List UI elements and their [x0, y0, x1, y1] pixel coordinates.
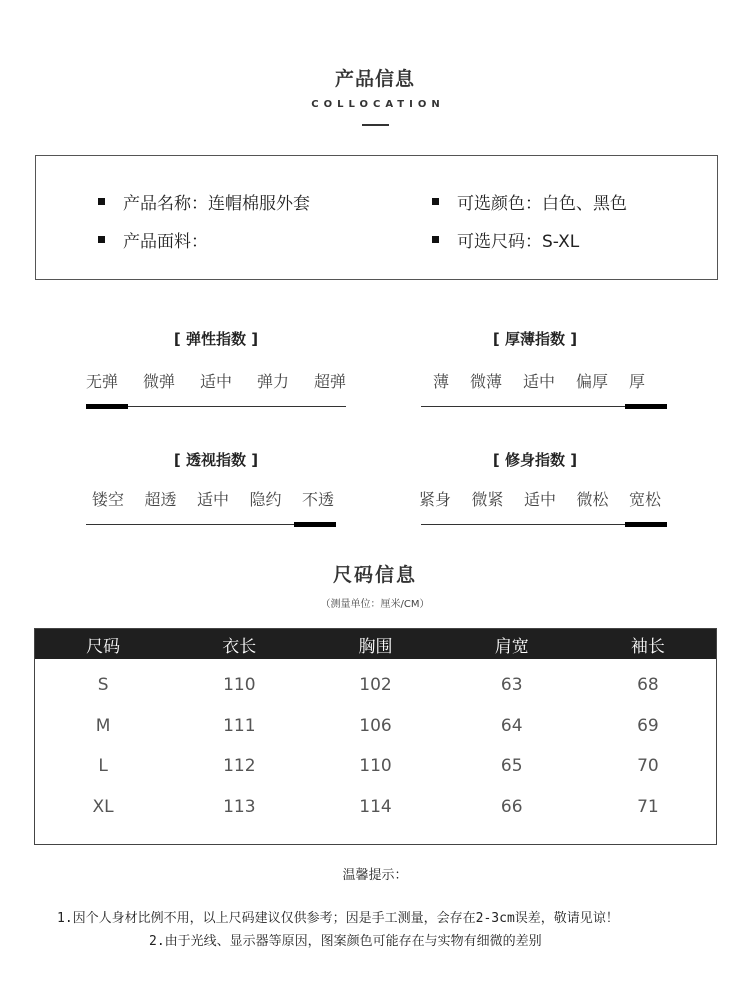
index-label: 薄 [433, 372, 450, 391]
index-marker [625, 522, 667, 527]
size-info-unit: （测量单位：厘米/CM） [320, 599, 430, 610]
index-label: 微紧 [471, 490, 504, 509]
index-label: 适中 [199, 372, 232, 391]
index-label: 适中 [523, 490, 556, 509]
table-cell: 102 [359, 675, 392, 696]
table-cell: 69 [637, 715, 659, 736]
size-info-title: 尺码信息 [332, 564, 417, 586]
note-line-1: 1.因个人身材比例不用，以上尺码建议仅供参考；因是手工测量，会存在2-3cm误差，敬请见谅！ [57, 911, 619, 926]
table-row [35, 706, 716, 747]
index-title: [ 弹性指数 ] [173, 330, 259, 348]
table-row [35, 665, 716, 706]
table-cell: 110 [223, 675, 256, 696]
section-subtitle: COLLOCATION [311, 99, 445, 110]
product-sizes-text: 可选尺码：S-XL [457, 232, 580, 252]
table-cell: 66 [500, 796, 523, 817]
index-labels [86, 369, 346, 392]
size-table [34, 628, 717, 845]
index-track [86, 404, 346, 410]
table-cell: L [98, 756, 108, 777]
title-divider [362, 124, 389, 126]
section-title: 产品信息 [334, 68, 415, 90]
product-info-header [0, 64, 750, 126]
table-cell: 63 [500, 675, 523, 696]
header-cell: 尺码 [86, 636, 121, 657]
transparency-index [86, 449, 346, 528]
index-marker [86, 404, 128, 409]
product-colors-item [432, 189, 627, 214]
table-row [35, 746, 716, 787]
index-marker [625, 404, 667, 409]
index-label: 微松 [576, 490, 609, 509]
elasticity-index [86, 328, 346, 410]
notes-section [0, 864, 750, 949]
index-label: 不透 [301, 490, 334, 509]
table-cell: 110 [359, 756, 392, 777]
header-cell: 胸围 [358, 636, 393, 657]
index-track [421, 522, 667, 528]
index-label: 无弹 [86, 372, 119, 391]
index-label: 弹力 [256, 372, 289, 391]
product-info-box [35, 155, 718, 280]
index-track [86, 522, 336, 528]
index-label: 隐约 [249, 490, 282, 509]
index-label: 紧身 [419, 490, 452, 509]
table-cell: 106 [359, 715, 392, 736]
table-cell: XL [92, 796, 114, 817]
table-cell: 111 [223, 715, 256, 736]
notes-title: 温馨提示： [342, 868, 408, 883]
index-labels [405, 487, 665, 510]
index-labels [86, 487, 346, 510]
index-label: 超弹 [313, 372, 346, 391]
size-table-header [35, 629, 716, 659]
index-label: 超透 [144, 490, 177, 509]
index-label: 镂空 [92, 490, 125, 509]
table-cell: 65 [500, 756, 523, 777]
product-fabric-text: 产品面料： [123, 232, 208, 252]
header-cell: 衣长 [222, 636, 257, 657]
index-title: [ 修身指数 ] [492, 451, 578, 469]
product-fabric-item [98, 227, 208, 252]
note-line-2: 2.由于光线、显示器等原因，图案颜色可能存在与实物有细微的差别 [149, 934, 542, 949]
index-label: 宽松 [628, 490, 661, 509]
index-marker [294, 522, 336, 527]
index-title: [ 厚薄指数 ] [492, 330, 578, 348]
thickness-index [405, 328, 665, 410]
product-colors-text: 可选颜色：白色、黑色 [457, 194, 627, 214]
bullet-icon [432, 198, 439, 205]
table-cell: 64 [500, 715, 523, 736]
table-cell: 112 [223, 756, 256, 777]
table-cell: S [97, 675, 109, 696]
table-cell: 114 [359, 796, 392, 817]
table-cell: 68 [637, 675, 659, 696]
index-labels [405, 369, 665, 392]
bullet-icon [432, 236, 439, 243]
index-label: 微弹 [142, 372, 175, 391]
index-label: 微薄 [469, 372, 502, 391]
index-label: 适中 [522, 372, 555, 391]
table-cell: 71 [637, 796, 659, 817]
product-sizes-item [432, 227, 579, 252]
fit-index [405, 449, 665, 528]
table-cell: 113 [223, 796, 256, 817]
table-row [35, 787, 716, 828]
product-name-text: 产品名称：连帽棉服外套 [123, 194, 310, 214]
size-info-header [0, 560, 750, 610]
index-label: 适中 [196, 490, 229, 509]
table-cell: M [95, 715, 111, 736]
index-label: 厚 [628, 372, 645, 391]
index-track [421, 404, 667, 410]
product-name-item [98, 189, 310, 214]
index-label: 偏厚 [575, 372, 608, 391]
bullet-icon [98, 236, 105, 243]
index-title: [ 透视指数 ] [173, 451, 259, 469]
bullet-icon [98, 198, 105, 205]
header-cell: 袖长 [630, 636, 665, 657]
header-cell: 肩宽 [494, 636, 529, 657]
table-cell: 70 [637, 756, 659, 777]
